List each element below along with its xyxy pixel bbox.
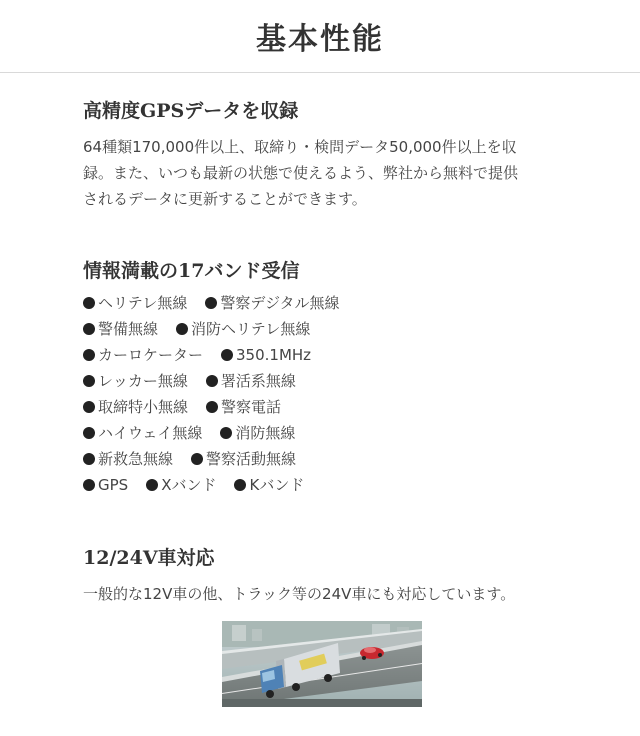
bullet-icon — [83, 349, 95, 361]
gps-description-line: 64種類170,000件以上、取締り・検問データ50,000件以上を収 — [83, 138, 517, 156]
bullet-icon — [83, 375, 95, 387]
band-item — [146, 472, 216, 498]
bullet-icon — [234, 479, 246, 491]
band-label: 警察電話 — [221, 398, 282, 416]
band-item — [83, 368, 188, 394]
band-label: 350.1MHz — [236, 346, 312, 364]
page-header — [0, 0, 640, 73]
bullet-icon — [83, 297, 95, 309]
band-item — [176, 316, 310, 342]
band-item — [191, 446, 296, 472]
band-label: 取締特小無線 — [98, 398, 189, 416]
highway-truck-image — [222, 621, 422, 707]
gps-description-line: 録。また、いつも最新の状態で使えるよう、弊社から無料で提供 — [83, 164, 519, 182]
band-item — [205, 290, 339, 316]
page-title: 基本性能 — [256, 22, 384, 57]
band-label: Kバンド — [249, 476, 305, 494]
band-label: Xバンド — [161, 476, 217, 494]
bullet-icon — [83, 427, 95, 439]
bullet-icon — [83, 401, 95, 413]
bullet-icon — [206, 401, 218, 413]
band-list — [83, 290, 563, 498]
highway-truck-illustration — [222, 621, 422, 707]
gps-data-heading: 高精度GPSデータを収録 — [83, 100, 299, 122]
band-item — [206, 368, 296, 394]
band-row — [83, 368, 563, 394]
bullet-icon — [83, 479, 95, 491]
voltage-support-description: 一般的な12V車の他、トラック等の24V車にも対応しています。 — [83, 585, 516, 603]
bullet-icon — [191, 453, 203, 465]
band-row — [83, 420, 563, 446]
band-label: ヘリテレ無線 — [98, 294, 188, 312]
band-label: カーロケーター — [98, 346, 204, 364]
band-label: 警察活動無線 — [206, 450, 297, 468]
band-label: GPS — [98, 476, 129, 494]
band-row — [83, 446, 563, 472]
band-item — [234, 472, 304, 498]
gps-data-section — [83, 98, 563, 212]
band-item — [83, 290, 187, 316]
band-reception-heading: 情報満載の17バンド受信 — [83, 260, 300, 282]
band-row — [83, 472, 563, 498]
band-label: 新救急無線 — [98, 450, 174, 468]
bullet-icon — [83, 323, 95, 335]
band-item — [83, 394, 188, 420]
bullet-icon — [221, 349, 233, 361]
band-item — [83, 342, 203, 368]
band-row — [83, 316, 563, 342]
band-row — [83, 342, 563, 368]
gps-data-description — [83, 134, 563, 212]
bullet-icon — [176, 323, 188, 335]
voltage-support-heading: 12/24V車対応 — [83, 547, 215, 569]
band-item — [83, 316, 158, 342]
band-label: 警察デジタル無線 — [220, 294, 340, 312]
band-item — [83, 472, 128, 498]
band-item — [83, 446, 173, 472]
bullet-icon — [206, 375, 218, 387]
band-row — [83, 394, 563, 420]
band-label: レッカー無線 — [98, 372, 188, 390]
band-item — [221, 342, 311, 368]
band-label: 消防ヘリテレ無線 — [191, 320, 311, 338]
gps-description-line: されるデータに更新することができます。 — [83, 190, 367, 208]
bullet-icon — [220, 427, 232, 439]
band-label: 消防無線 — [235, 424, 296, 442]
band-item — [83, 420, 202, 446]
voltage-support-section — [83, 545, 563, 607]
band-item — [206, 394, 281, 420]
band-label: 署活系無線 — [220, 372, 296, 390]
band-label: ハイウェイ無線 — [98, 424, 203, 442]
bullet-icon — [205, 297, 217, 309]
band-item — [220, 420, 295, 446]
band-label: 警備無線 — [98, 320, 159, 338]
bullet-icon — [83, 453, 95, 465]
bullet-icon — [146, 479, 158, 491]
band-row — [83, 290, 563, 316]
band-reception-section — [83, 258, 563, 498]
